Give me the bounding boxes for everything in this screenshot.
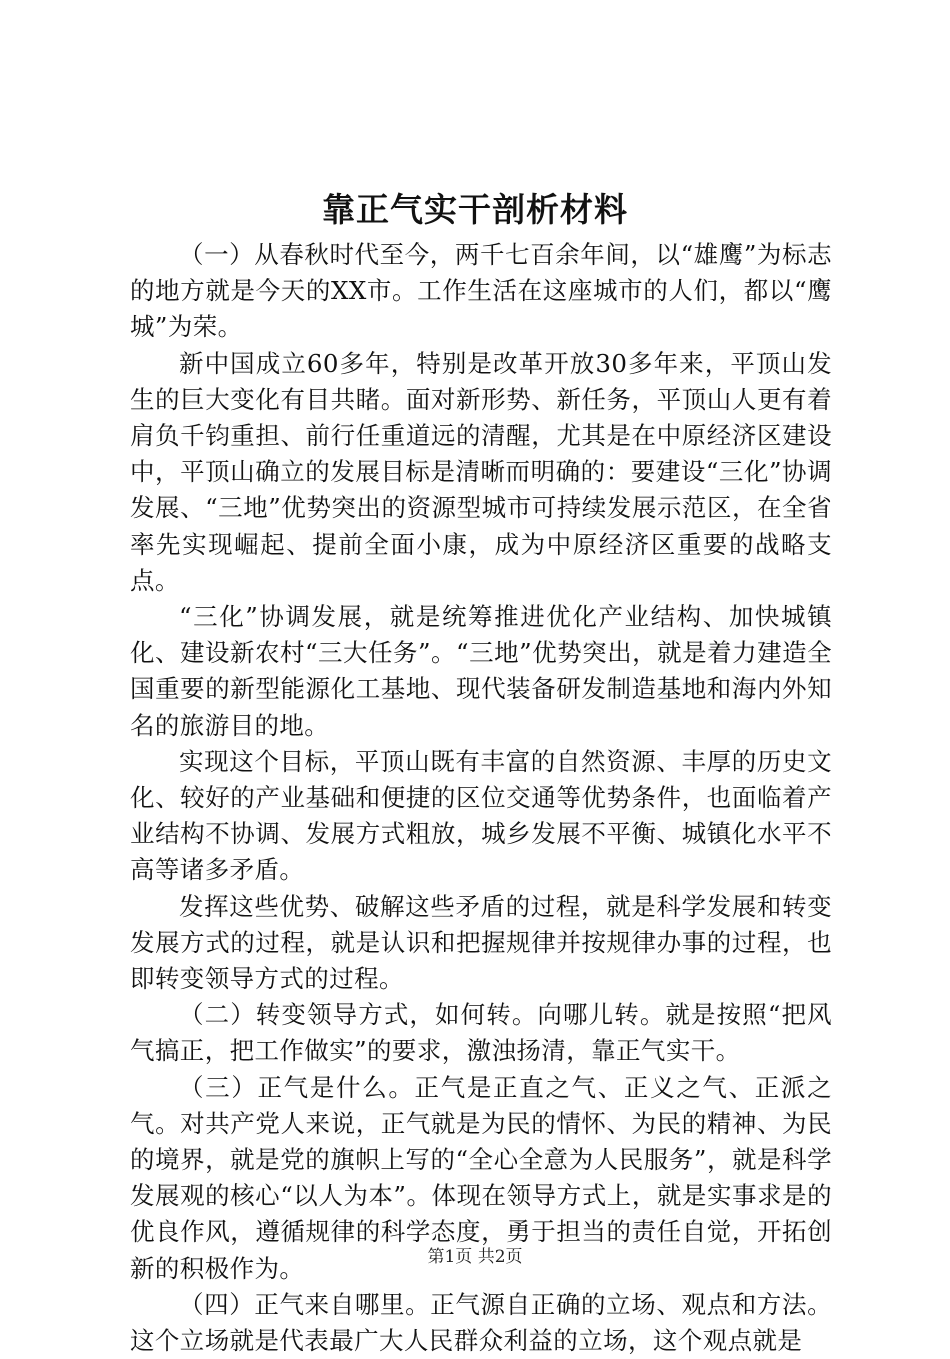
paragraph-5: 发挥这些优势、破解这些矛盾的过程，就是科学发展和转变发展方式的过程，就是认识和把握规律并按规律办事的过程，也即转变领导方式的过程。 [130,891,832,994]
page-number-footer: 第1页 共2页 [427,1247,523,1267]
paragraph-1: （一）从春秋时代至今，两千七百余年间，以“雄鹰”为标志的地方就是今天的XX市。工作生活在这座城市的人们，都以“鹰城”为荣。 [130,240,832,342]
paragraph-8: （四）正气来自哪里。正气源自正确的立场、观点和方法。这个立场就是代表最广大人民群众利益的立场，这个观点就是 [130,1289,832,1356]
paragraph-2: 新中国成立60多年，特别是改革开放30多年来，平顶山发生的巨大变化有目共睹。面对新形势、新任务，平顶山人更有着肩负千钧重担、前行任重道远的清醒，尤其是在中原经济区建设中，平顶山确立的发展目标是清晰而明确的：要建设“三化”协调发展、“三地”优势突出的资源型城市可持续发展示范区，在全省率先实现崛起、提前全面小康，成为中原经济区重要的战略支点。 [130,348,832,595]
paragraph-7: （三）正气是什么。正气是正直之气、正义之气、正派之气。对共产党人来说，正气就是为民的情怀、为民的精神、为民的境界，就是党的旗帜上写的“全心全意为人民服务”，就是科学发展观的核心“以人为本”。体现在领导方式上，就是实事求是的优良作风，遵循规律的科学态度，勇于担当的责任自觉，开拓创新的积极作为。 [130,1072,832,1283]
paragraph-4: 实现这个目标，平顶山既有丰富的自然资源、丰厚的历史文化、较好的产业基础和便捷的区位交通等优势条件，也面临着产业结构不协调、发展方式粗放，城乡发展不平衡、城镇化水平不高等诸多矛盾。 [130,746,832,885]
document-title: 靠正气实干剖析材料 [322,190,628,229]
document-body [130,237,832,1359]
paragraph-3: “三化”协调发展，就是统筹推进优化产业结构、加快城镇化、建设新农村“三大任务”。“三地”优势突出，就是着力建造全国重要的新型能源化工基地、现代装备研发制造基地和海内外知名的旅游目的地。 [130,602,832,740]
paragraph-6: （二）转变领导方式，如何转。向哪儿转。就是按照“把风气搞正，把工作做实”的要求，激浊扬清，靠正气实干。 [130,1000,832,1066]
